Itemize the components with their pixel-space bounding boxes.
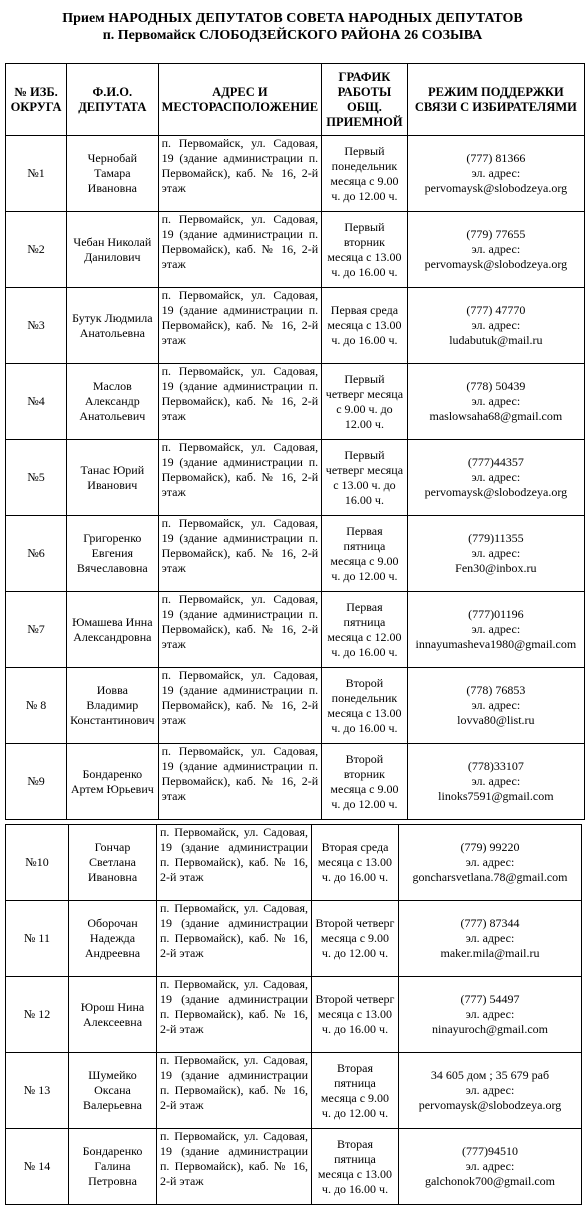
deputies-table-part-1 [5,63,585,820]
table-row [6,364,585,440]
contact-cell [407,668,584,744]
contact-cell [407,744,584,820]
schedule: Первый четверг месяца с 13.00 ч. до 16.00 ч. [322,440,408,516]
email-address: Fen30@inbox.ru [455,561,537,575]
page-title [0,0,585,45]
phone-number: (778) 76853 [466,683,526,697]
deputy-name: Юрош Нина Алексеевна [69,977,157,1053]
district-number: №10 [6,825,69,901]
email-label: эл. адрес: [465,1007,515,1021]
email-address: pervomaysk@slobodzeya.org [424,485,568,499]
district-number: № 11 [6,901,69,977]
contact-cell [407,136,584,212]
deputy-name: Бондаренко Галина Петровна [69,1129,157,1205]
address-text: п. Первомайск, ул. Садовая, 19 (здание администрации п. Первомайск), каб. № 16, 2-й этаж [161,440,319,499]
email-address: linoks7591@gmail.com [438,789,554,803]
address-text: п. Первомайск, ул. Садовая, 19 (здание администрации п. Первомайск), каб. № 16, 2-й этаж [160,1129,308,1188]
address-text: п. Первомайск, ул. Садовая, 19 (здание администрации п. Первомайск), каб. № 16, 2-й этаж [161,136,319,195]
phone-number: (777)44357 [467,455,524,469]
email-label: эл. адрес: [465,931,515,945]
address-text: п. Первомайск, ул. Садовая, 19 (здание администрации п. Первомайск), каб. № 16, 2-й этаж [161,592,319,651]
schedule: Первая среда месяца с 13.00 ч. до 16.00 ч. [322,288,408,364]
address-text: п. Первомайск, ул. Садовая, 19 (здание администрации п. Первомайск), каб. № 16, 2-й этаж [160,977,308,1036]
contact-cell [399,901,582,977]
district-number: № 12 [6,977,69,1053]
phone-number: (777)01196 [468,607,524,621]
deputy-name: Гончар Светлана Ивановна [69,825,157,901]
deputy-name: Шумейко Оксана Валерьевна [69,1053,157,1129]
phone-number: (779) 99220 [460,840,520,854]
address-text: п. Первомайск, ул. Садовая, 19 (здание администрации п. Первомайск), каб. № 16, 2-й этаж [161,744,319,803]
address-cell [158,440,322,516]
table-row [6,1053,582,1129]
contact-cell [407,592,584,668]
email-address: pervomaysk@slobodzeya.org [424,181,568,195]
address-cell [158,668,322,744]
email-address: lovva80@list.ru [457,713,535,727]
email-label: эл. адрес: [471,394,521,408]
schedule: Первая пятница месяца с 9.00 ч. до 12.00 ч. [322,516,408,592]
contact-cell [407,212,584,288]
email-label: эл. адрес: [471,242,521,256]
header-district: № ИЗБ. ОКРУГА [6,64,67,136]
schedule: Вторая среда месяца с 13.00 ч. до 16.00 ч. [312,825,399,901]
deputy-name: Чернобай Тамара Ивановна [67,136,159,212]
contact-cell [399,977,582,1053]
deputy-name: Маслов Александр Анатольевич [67,364,159,440]
address-text: п. Первомайск, ул. Садовая, 19 (здание администрации п. Первомайск), каб. № 16, 2-й этаж [161,212,319,271]
email-address: goncharsvetlana.78@gmail.com [412,870,568,884]
address-cell [157,1129,312,1205]
district-number: №9 [6,744,67,820]
address-text: п. Первомайск, ул. Садовая, 19 (здание администрации п. Первомайск), каб. № 16, 2-й этаж [160,825,308,884]
phone-number: (777) 54497 [460,992,520,1006]
schedule: Первая пятница месяца с 12.00 ч. до 16.00 ч. [322,592,408,668]
deputy-name: Григоренко Евгения Вячеславовна [67,516,159,592]
phone-number: (779) 77655 [466,227,526,241]
table-body-part-2 [6,825,582,1205]
address-cell [158,288,322,364]
contact-cell [407,440,584,516]
address-cell [157,977,312,1053]
email-address: maslowsaha68@gmail.com [429,409,563,423]
address-text: п. Первомайск, ул. Садовая, 19 (здание администрации п. Первомайск), каб. № 16, 2-й этаж [160,1053,308,1112]
table-row [6,136,585,212]
header-contact: РЕЖИМ ПОДДЕРЖКИ СВЯЗИ С ИЗБИРАТЕЛЯМИ [407,64,584,136]
schedule: Вторая пятница месяца с 9.00 ч. до 12.00 ч. [312,1053,399,1129]
table-row [6,901,582,977]
schedule: Второй четверг месяца с 13.00 ч. до 16.00 ч. [312,977,399,1053]
email-label: эл. адрес: [465,1159,515,1173]
email-label: эл. адрес: [471,774,521,788]
address-cell [158,136,322,212]
address-text: п. Первомайск, ул. Садовая, 19 (здание администрации п. Первомайск), каб. № 16, 2-й этаж [161,668,319,727]
district-number: № 8 [6,668,67,744]
deputy-name: Бутук Людмила Анатольевна [67,288,159,364]
email-address: ninayuroch@gmail.com [431,1022,549,1036]
header-address: АДРЕС И МЕСТОРАСПОЛОЖЕНИЕ [158,64,322,136]
address-cell [157,1053,312,1129]
schedule: Первый четверг месяца с 9.00 ч. до 12.00 ч. [322,364,408,440]
contact-cell [407,516,584,592]
email-label: эл. адрес: [471,546,521,560]
deputy-name: Оборочан Надежда Андреевна [69,901,157,977]
district-number: № 13 [6,1053,69,1129]
address-text: п. Первомайск, ул. Садовая, 19 (здание администрации п. Первомайск), каб. № 16, 2-й этаж [160,901,308,960]
district-number: № 14 [6,1129,69,1205]
email-label: эл. адрес: [465,855,515,869]
district-number: №2 [6,212,67,288]
table-row [6,668,585,744]
table-row [6,592,585,668]
address-cell [158,212,322,288]
district-number: №7 [6,592,67,668]
email-label: эл. адрес: [471,698,521,712]
header-name: Ф.И.О. ДЕПУТАТА [67,64,159,136]
header-row [6,64,585,136]
table-row [6,977,582,1053]
district-number: №1 [6,136,67,212]
email-address: pervomaysk@slobodzeya.org [418,1098,562,1112]
phone-number: (779)11355 [468,531,524,545]
table-row [6,1129,582,1205]
email-label: эл. адрес: [471,318,521,332]
email-label: эл. адрес: [465,1083,515,1097]
table-row [6,288,585,364]
email-label: эл. адрес: [471,166,521,180]
email-address: pervomaysk@slobodzeya.org [424,257,568,271]
address-cell [158,516,322,592]
table-row [6,212,585,288]
phone-number: (778)33107 [467,759,524,773]
phone-number: (778) 50439 [466,379,526,393]
deputy-name: Бондаренко Артем Юрьевич [67,744,159,820]
address-cell [158,744,322,820]
deputy-name: Юмашева Инна Александровна [67,592,159,668]
district-number: №6 [6,516,67,592]
deputy-name: Иовва Владимир Константинович [67,668,159,744]
contact-cell [399,1129,582,1205]
email-address: galchonok700@gmail.com [424,1174,556,1188]
email-label: эл. адрес: [471,622,521,636]
table-row [6,825,582,901]
phone-number: (777) 47770 [466,303,526,317]
schedule: Второй понедельник месяца с 13.00 ч. до 16.00 ч. [322,668,408,744]
table-body-part-1 [6,136,585,820]
schedule: Второй вторник месяца с 9.00 ч. до 12.00 ч. [322,744,408,820]
phone-number: (777) 81366 [466,151,526,165]
contact-cell [399,1053,582,1129]
schedule: Вторая пятница месяца с 13.00 ч. до 16.00 ч. [312,1129,399,1205]
address-cell [157,901,312,977]
address-text: п. Первомайск, ул. Садовая, 19 (здание администрации п. Первомайск), каб. № 16, 2-й этаж [161,288,319,347]
contact-cell [407,288,584,364]
deputy-name: Чебан Николай Данилович [67,212,159,288]
address-text: п. Первомайск, ул. Садовая, 19 (здание администрации п. Первомайск), каб. № 16, 2-й этаж [161,516,319,575]
phone-number: (777) 87344 [460,916,520,930]
phone-number: (777)94510 [462,1144,518,1158]
email-address: ludabutuk@mail.ru [449,333,543,347]
schedule: Первый вторник месяца с 13.00 ч. до 16.00 ч. [322,212,408,288]
schedule: Первый понедельник месяца с 9.00 ч. до 12.00 ч. [322,136,408,212]
table-row [6,744,585,820]
email-address: maker.mila@mail.ru [440,946,540,960]
phone-number: 34 605 дом ; 35 679 раб [430,1068,550,1082]
address-cell [157,825,312,901]
address-text: п. Первомайск, ул. Садовая, 19 (здание администрации п. Первомайск), каб. № 16, 2-й этаж [161,364,319,423]
header-schedule: ГРАФИК РАБОТЫ ОБЩ. ПРИЕМНОЙ [322,64,408,136]
district-number: №4 [6,364,67,440]
address-cell [158,364,322,440]
schedule: Второй четверг месяца с 9.00 ч. до 12.00 ч. [312,901,399,977]
deputies-table-part-2 [5,824,582,1205]
table-row [6,440,585,516]
title-line-1: Прием НАРОДНЫХ ДЕПУТАТОВ СОВЕТА НАРОДНЫХ ДЕПУТАТОВ [62,11,523,26]
contact-cell [399,825,582,901]
title-line-2: п. Первомайск СЛОБОДЗЕЙСКОГО РАЙОНА 26 СОЗЫВА [102,28,483,43]
email-label: эл. адрес: [471,470,521,484]
table-row [6,516,585,592]
address-cell [158,592,322,668]
email-address: innayumasheva1980@gmail.com [415,637,577,651]
district-number: №5 [6,440,67,516]
contact-cell [407,364,584,440]
district-number: №3 [6,288,67,364]
deputy-name: Танас Юрий Иванович [67,440,159,516]
